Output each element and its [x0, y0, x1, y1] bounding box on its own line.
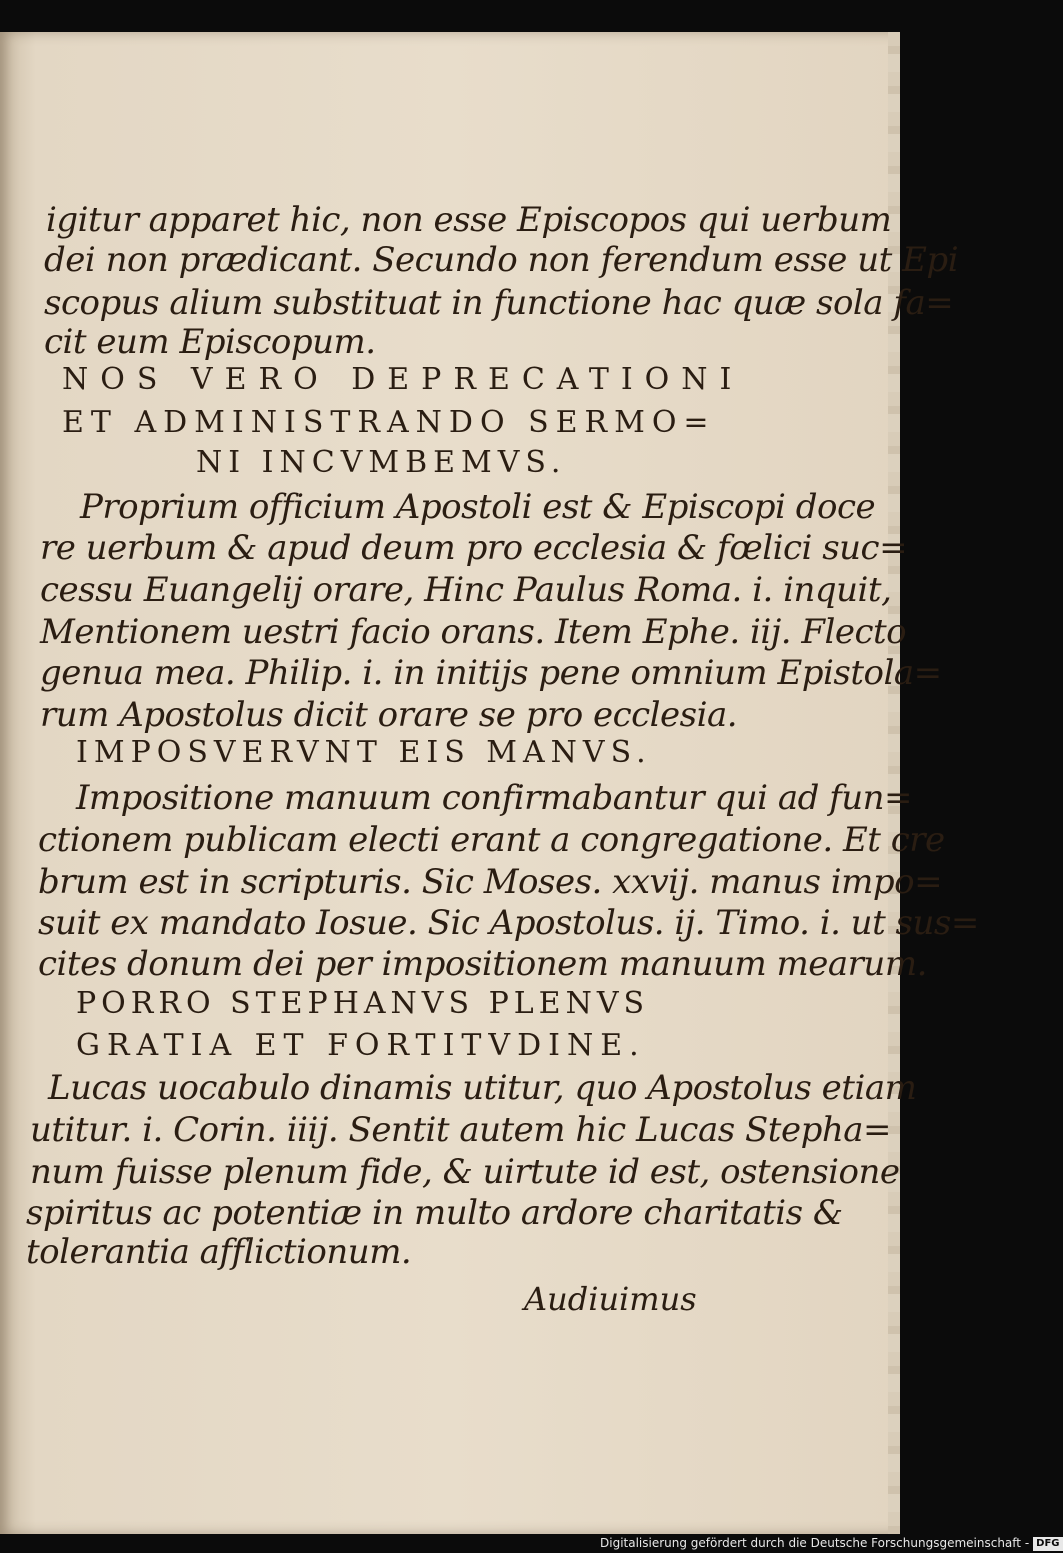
- section-heading: GRATIA ET FORTITVDINE.: [76, 1028, 646, 1063]
- text-line: re uerbum & apud deum pro ecclesia & fœlici suc=: [40, 528, 908, 568]
- section-heading: IMPOSVERVNT EIS MANVS.: [76, 735, 652, 770]
- text-line: Impositione manuum confirmabantur qui ad fun=: [76, 778, 913, 818]
- text-line: brum est in scripturis. Sic Moses. xxvij. manus impo=: [38, 862, 943, 902]
- catchword: Audiuimus: [524, 1280, 697, 1318]
- text-line: utitur. i. Corin. iiij. Sentit autem hic Lucas Stepha=: [30, 1110, 892, 1150]
- text-line: cites donum dei per impositionem manuum mearum.: [38, 944, 927, 984]
- text-line: cit eum Episcopum.: [44, 322, 376, 362]
- section-heading: NI INCVMBEMVS.: [196, 445, 567, 480]
- text-line: spiritus ac potentiæ in multo ardore charitatis &: [26, 1193, 843, 1233]
- text-line: num fuisse plenum fide, & uirtute id est, ostensione: [30, 1152, 900, 1192]
- text-line: cessu Euangelij orare, Hinc Paulus Roma. i. inquit,: [40, 570, 892, 610]
- text-line: ctionem publicam electi erant a congregatione. Et cre: [38, 820, 945, 860]
- section-heading: PORRO STEPHANVS PLENVS: [76, 986, 650, 1021]
- credit-text: Digitalisierung gefördert durch die Deutsche Forschungsgemeinschaft -: [600, 1536, 1030, 1550]
- text-line: Proprium officium Apostoli est & Episcopi doce: [80, 487, 876, 527]
- text-line: rum Apostolus dicit orare se pro ecclesia.: [40, 695, 738, 735]
- text-line: Mentionem uestri facio orans. Item Ephe. iij. Flecto: [40, 612, 907, 652]
- text-line: scopus alium substituat in functione hac quæ sola fa=: [44, 283, 954, 323]
- text-line: Lucas uocabulo dinamis utitur, quo Apostolus etiam: [48, 1068, 917, 1108]
- text-line: genua mea. Philip. i. in initijs pene omnium Epistola=: [40, 653, 942, 693]
- dfg-logo-icon: DFG: [1033, 1537, 1062, 1551]
- text-line: tolerantia afflictionum.: [26, 1232, 412, 1272]
- digitization-credit: [600, 1533, 1060, 1553]
- text-line: igitur apparet hic, non esse Episcopos qui uerbum: [46, 200, 892, 240]
- text-line: suit ex mandato Iosue. Sic Apostolus. ij. Timo. i. ut sus=: [38, 903, 979, 943]
- section-heading: ET ADMINISTRANDO SERMO=: [62, 405, 716, 440]
- section-heading: NOS VERO DEPRECATIONI: [62, 362, 744, 397]
- text-line: dei non prædicant. Secundo non ferendum esse ut Epi: [44, 240, 959, 280]
